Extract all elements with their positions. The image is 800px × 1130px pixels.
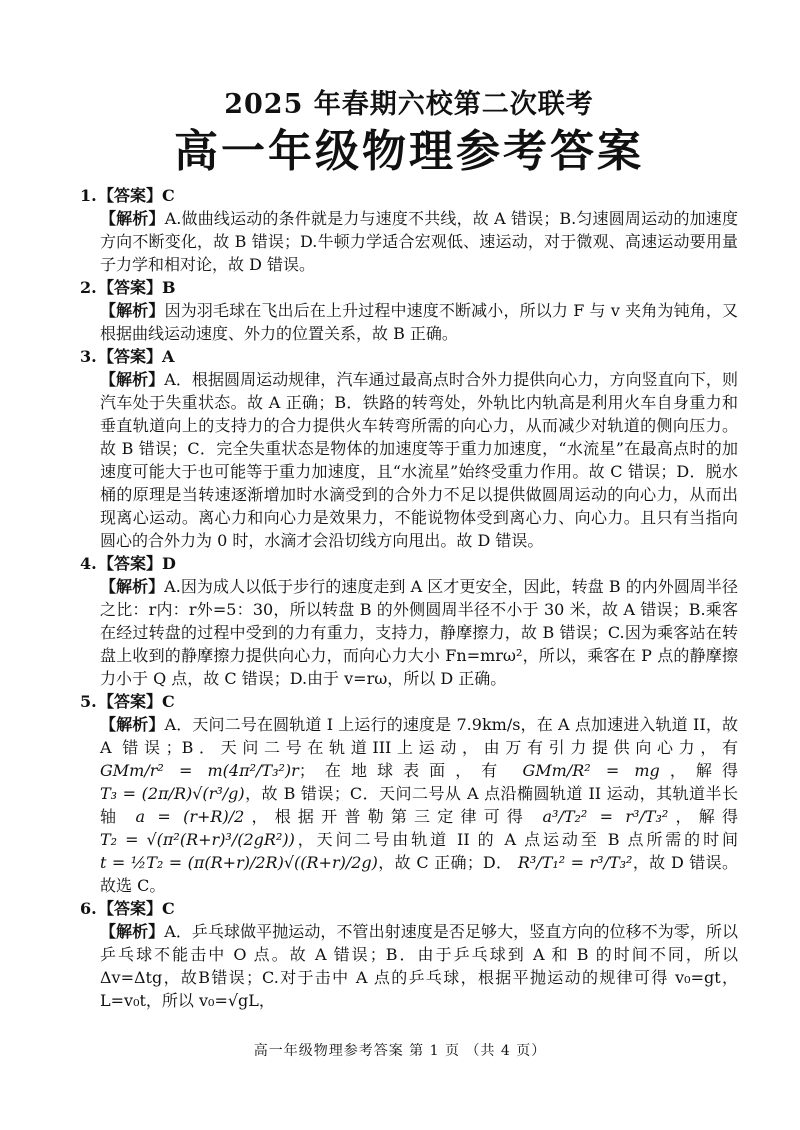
analysis-text: ；在地球表面，有: [298, 761, 508, 780]
analysis-tag: 【解析】: [100, 715, 165, 734]
question-5-answer: [80, 690, 738, 713]
formula-surface-gravity: GMm/R² = mg: [522, 761, 660, 780]
analysis-text: ，故 B 错误；C．天问二号从 A 点沿椭圆轨道 II 运动，其轨道半长轴: [100, 784, 738, 826]
page-footer: 高一年级物理参考答案 第 1 页 （共 4 页）: [253, 1043, 547, 1059]
header: [80, 88, 738, 180]
question-5-analysis: [80, 713, 738, 897]
question-3-answer: [80, 345, 738, 368]
question-1-analysis: [80, 207, 738, 276]
answer-label: 【答案】C: [98, 899, 175, 918]
formula-gravitation-orbit: GMm/r² = m(4π²/T₃²)r: [100, 761, 299, 780]
question-4: [80, 552, 738, 690]
analysis-text: ，故 C 正确；D．: [377, 853, 513, 872]
analysis-tag: 【解析】: [100, 922, 165, 941]
question-number: 6.: [80, 899, 97, 918]
analysis-text: ，根据开普勒第三定律可得: [244, 807, 531, 826]
analysis-text: 因为羽毛球在飞出后在上升过程中速度不断减小，所以力 F 与 v 夹角为钝角，又根据曲线运动速度、外力的位置关系，故 B 正确。: [100, 301, 738, 343]
question-5: [80, 690, 738, 897]
question-3-analysis: [80, 368, 738, 552]
analysis-text: ，解得: [668, 807, 738, 826]
answer-label: 【答案】A: [98, 347, 175, 366]
question-number: 5.: [80, 692, 97, 711]
question-3: [80, 345, 738, 552]
formula-kepler-third: a³/T₂² = r³/T₃²: [542, 807, 669, 826]
answer-label: 【答案】C: [98, 186, 175, 205]
question-number: 4.: [80, 554, 97, 573]
question-1: [80, 184, 738, 276]
analysis-text: ，解得: [659, 761, 738, 780]
answer-label: 【答案】D: [98, 554, 176, 573]
formula-period-t3: T₃ = (2π/R)√(r³/g): [100, 784, 245, 803]
analysis-tag: 【解析】: [100, 209, 165, 228]
question-6: [80, 897, 738, 1012]
formula-kepler-d: R³/T₁² = r³/T₃²: [517, 853, 633, 872]
formula-time-a-to-b: t = ½T₂ = (π(R+r)/2R)√((R+r)/2g): [100, 853, 378, 872]
question-2-analysis: [80, 299, 738, 345]
analysis-text: A.做曲线运动的条件就是力与速度不共线，故 A 错误；B.匀速圆周运动的加速度方向不断变化，故 B 错误；D.牛顿力学适合宏观低、速运动，对于微观、高速运动要用量子力学和相对论，故 D 错误。: [100, 209, 738, 274]
analysis-text: ，天问二号由轨道 II 的 A 点运动至 B 点所需的时间: [294, 830, 738, 849]
analysis-text: A.因为成人以低于步行的速度走到 A 区才更安全，因此，转盘 B 的内外圆周半径之比：r内：r外=5：30，所以转盘 B 的外侧圆周半径不小于 30 米，故 A 错误；B.乘客在经过转盘的过程中受到的力有重力，支持力，静摩擦力，故 B 错误；C.因为乘客站在转盘上收到的静摩擦力提供向心力，而向心力大小 Fn=mrω²，所以，乘客在 P 点的静摩擦力小于 Q 点，故 C 错误；D.由于 v=rω，所以 D 正确。: [100, 577, 738, 688]
question-4-analysis: [80, 575, 738, 690]
analysis-text: ，故 D 错误。故选 C。: [100, 853, 738, 895]
formula-period-t2: T₂ = √(π²(R+r)³/(2gR²)): [100, 830, 295, 849]
analysis-text: A．根据圆周运动规律，汽车通过最高点时合外力提供向心力，方向竖直向下，则汽车处于失重状态。故 A 正确；B．铁路的转弯处，外轨比内轨高是利用火车自身重力和垂直轨道向上的支持力的合力提供火车转弯所需的向心力，从而减少对轨道的侧向压力。故 B 错误；C．完全失重状态是物体的加速度等于重力加速度，“水流星”在最高点时的加速度可能大于也可能等于重力加速度，且“水流星”始终受重力作用。故 C 错误；D．脱水桶的原理是当转速逐渐增加时水滴受到的合外力不足以提供做圆周运动的向心力，从而出现离心运动。离心力和向心力是效果力，不能说物体受到离心力、向心力。且只有当指向圆心的合外力为 0 时，水滴才会沿切线方向甩出。故 D 错误。: [100, 370, 738, 550]
question-number: 1.: [80, 186, 97, 205]
question-2: [80, 276, 738, 345]
question-6-analysis: [80, 920, 738, 1012]
analysis-text: A．天问二号在圆轨道 I 上运行的速度是 7.9km/s，在 A 点加速进入轨道 II，故 A 错误；B．天问二号在轨道III上运动，由万有引力提供向心力，有: [100, 715, 738, 757]
formula-semi-major-axis: a = (r+R)/2: [135, 807, 245, 826]
answer-label: 【答案】C: [98, 692, 175, 711]
analysis-tag: 【解析】: [100, 370, 165, 389]
question-2-answer: [80, 276, 738, 299]
answer-label: 【答案】B: [98, 278, 176, 297]
exam-title: 2025 年春期六校第二次联考: [224, 89, 594, 120]
question-number: 2.: [80, 278, 97, 297]
question-6-answer: [80, 897, 738, 920]
document-title: 高一年级物理参考答案: [174, 126, 644, 177]
question-number: 3.: [80, 347, 97, 366]
question-4-answer: [80, 552, 738, 575]
analysis-text: A．乒乓球做平抛运动，不管出射速度是否足够大，竖直方向的位移不为零，所以乒乓球不能击中 O 点。故 A 错误；B．由于乒乓球到 A 和 B 的时间不同，所以Δv=Δtg，故B错误；C.对于击中 A 点的乒乓球，根据平抛运动的规律可得 v₀=gt，L=v₀t，所以 v₀=√gL，: [100, 922, 738, 1010]
question-1-answer: [80, 184, 738, 207]
analysis-tag: 【解析】: [100, 577, 165, 596]
analysis-tag: 【解析】: [100, 301, 165, 320]
